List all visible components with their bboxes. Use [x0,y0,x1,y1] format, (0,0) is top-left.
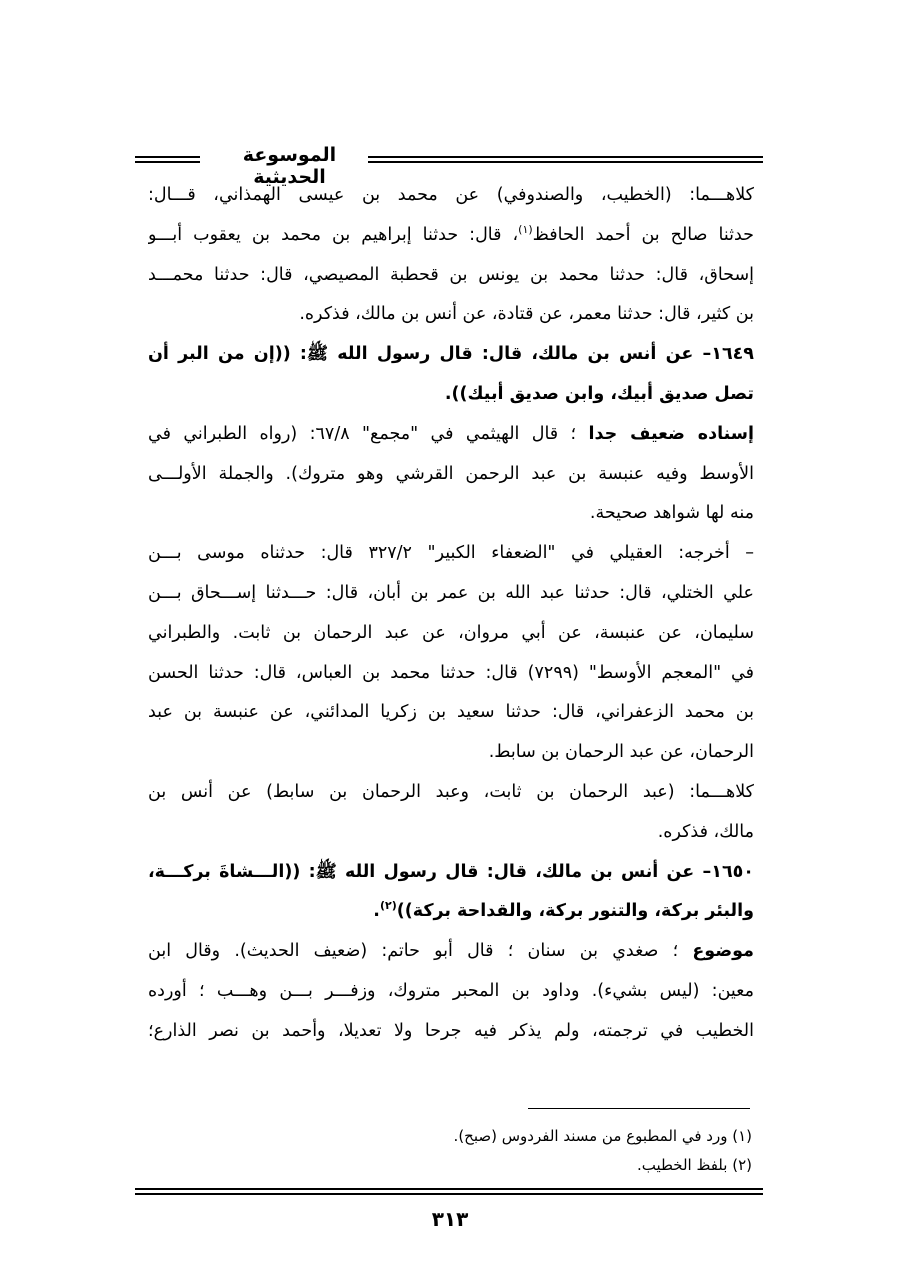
footnote-ref: (١) [518,222,533,236]
text-line: منه لها شواهد صحيحة. [589,503,754,524]
body-text [148,176,754,1052]
footnote-separator [528,1108,750,1109]
text-line: كلاهـــما: (الخطيب، والصندوفي) عن محمد بن عيسى الهمذاني، قـــال: [148,185,754,205]
page-number: ٣١٣ [431,1207,469,1231]
running-header [135,144,763,188]
text-line: علي الختلي، قال: حدثنا عبد الله بن عمر بن أبان، قال: حـــدثنا إســـحاق بـــن [148,582,754,603]
text-line: الخطيب في ترجمته، ولم يذكر فيه جرحا ولا تعديلا، وأحمد بن نصر الذارع؛ [148,1020,754,1041]
text-line: إسحاق، قال: حدثنا محمد بن يونس بن قحطبة المصيصي، قال: حدثنا محمـــد [148,264,754,285]
text-line: الرحمان، عن عبد الرحمان بن سابط. [488,742,754,763]
text-line: حدثنا صالح بن أحمد الحافظ$^{(١)}$، قال: حدثنا إبراهيم بن محمد بن يعقوب أبـــو [148,222,754,245]
text-line: سليمان، عن عنبسة، عن أبي مروان، عن عبد الرحمان بن ثابت. والطبراني [148,622,754,643]
text-line: إسناده ضعيف جدا ؛ قال الهيثمي في "مجمع" ٦٧/٨: (رواه الطبراني في [148,423,754,444]
text-line: – أخرجه: العقيلي في "الضعفاء الكبير" ٣٢٧/٢ قال: حدثناه موسى بـــن [148,543,754,564]
footnote-ref: (٢) [379,899,397,913]
text-line: بن كثير، قال: حدثنا معمر، عن قتادة، عن أنس بن مالك، فذكره. [299,304,754,325]
header-title: الموسوعة الحديثية [242,144,337,188]
text-line: كلاهـــما: (عبد الرحمان بن ثابت، وعبد الرحمان بن سابط) عن أنس بن [148,781,754,802]
text-line: في "المعجم الأوسط" (٧٢٩٩) قال: حدثنا محمد بن العباس، قال: حدثنا الحسن [148,662,754,683]
hadith-heading: ١٦٥٠– عن أنس بن مالك، قال: قال رسول الله ﷺ: ((الـــشاةَ بركـــة، [148,861,754,882]
header-rule-right [368,156,763,163]
header-rule-left [135,156,200,163]
text-line: الأوسط وفيه عنبسة بن عبد الرحمن القرشي وهو متروك). والجملة الأولـــى [148,463,754,484]
text-line: مالك، فذكره. [657,821,754,842]
hadith-text: تصل صديق أبيك، وابن صديق أبيك)). [444,383,754,404]
text-line: موضوع ؛ صغدي بن سنان ؛ قال أبو حاتم: (ضعيف الحديث). وقال ابن [148,941,754,962]
footnote: (٢) بلفظ الخطيب. [636,1156,752,1174]
hadith-heading: ١٦٤٩– عن أنس بن مالك، قال: قال رسول الله ﷺ: ((إن من البر أن [148,344,754,365]
bottom-rule [135,1188,763,1195]
hadith-text: والبئر بركة، والتنور بركة، والقداحة بركة))$^{(٢)}$. [373,899,754,922]
text-line: بن محمد الزعفراني، قال: حدثنا سعيد بن زكريا المدائني، عن عنبسة بن عبد [148,702,754,723]
footnote: (١) ورد في المطبوع من مسند الفردوس (صبح). [453,1127,752,1145]
text-line: معين: (ليس بشيء). وداود بن المحبر متروك، وزفـــر بـــن وهـــب ؛ أورده [148,980,754,1001]
footnotes [300,1122,752,1180]
